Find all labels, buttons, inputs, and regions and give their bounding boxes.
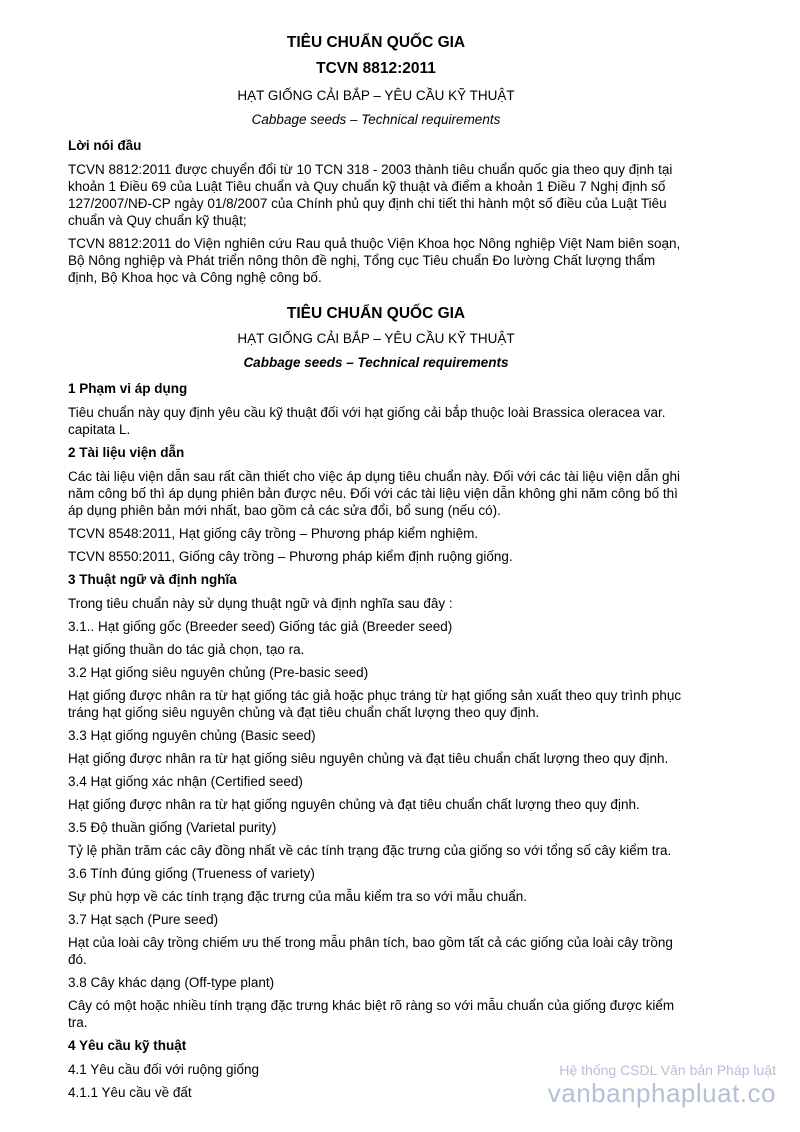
standard-code: TCVN 8812:2011 [316,60,436,77]
section-heading: 4 Yêu cầu kỹ thuật [68,1038,187,1053]
term-title: 3.1.. Hạt giống gốc (Breeder seed) Giống tác giả (Breeder seed) [68,619,453,634]
term-title: 3.5 Độ thuần giống (Varietal purity) [68,820,277,835]
term-definition: Hạt giống thuần do tác giả chọn, tạo ra. [68,642,305,657]
document-title: TIÊU CHUẨN QUỐC GIA [286,34,466,51]
section-heading: 2 Tài liệu viện dẫn [68,445,185,460]
main-subtitle-en: Cabbage seeds – Technical requirements [243,355,509,370]
term-definition: Cây có một hoặc nhiều tính trạng đặc trưng khác biệt rõ ràng so với mẫu chuẩn của giống được kiểm tra. [68,998,675,1030]
foreword-paragraph: TCVN 8812:2011 được chuyển đổi từ 10 TCN 318 - 2003 thành tiêu chuẩn quốc gia theo quy định tại khoản 1 Điều 69 của Luật Tiêu chuẩn và Quy chuẩn kỹ thuật và điểm a khoản 1 Điều 7 Nghị định số 127/2007/NĐ-CP ngày 01/8/2007 của Chính phủ quy định chi tiết thi hành một số điều của Luật Tiêu chuẩn và Quy chuẩn kỹ thuật; [68,162,673,228]
subsection-title: 4.1.1 Yêu cầu về đất [68,1085,192,1100]
section-heading: 1 Phạm vi áp dụng [68,381,188,396]
main-subtitle: HẠT GIỐNG CẢI BẮP – YÊU CẦU KỸ THUẬT [237,331,515,346]
watermark-domain: vanbanphapluat.co [547,1078,776,1108]
term-definition: Hạt giống được nhân ra từ hạt giống tác giả hoặc phục tráng từ hạt giống sản xuất theo quy trình phục tráng hạt giống siêu nguyên chủng và đạt tiêu chuẩn chất lượng theo quy định. [68,688,682,720]
term-definition: Hạt của loài cây trồng chiếm ưu thế trong mẫu phân tích, bao gồm tất cả các giống của loài cây trồng đó. [68,935,673,967]
section-heading: 3 Thuật ngữ và định nghĩa [68,572,237,587]
term-definition: Sự phù hợp về các tính trạng đặc trưng của mẫu kiểm tra so với mẫu chuẩn. [68,889,528,904]
term-title: 3.7 Hạt sạch (Pure seed) [68,912,219,927]
term-definition: Hạt giống được nhân ra từ hạt giống nguyên chủng và đạt tiêu chuẩn chất lượng theo quy định. [68,797,640,812]
paragraph: Các tài liệu viện dẫn sau rất cần thiết cho việc áp dụng tiêu chuẩn này. Đối với các tài liệu viện dẫn ghi năm công bố thì áp dụng phiên bản được nêu. Đối với các tài liệu viện dẫn không ghi năm công bố thì áp dụng phiên bản mới nhất, bao gồm cả các sửa đổi, bổ sung (nếu có). [68,469,680,518]
site-watermark [548,1062,776,1108]
term-title: 3.4 Hạt giống xác nhận (Certified seed) [68,774,303,789]
foreword-heading: Lời nói đầu [68,138,142,153]
paragraph: TCVN 8548:2011, Hạt giống cây trồng – Phương pháp kiểm nghiệm. [68,526,479,541]
term-title: 3.3 Hạt giống nguyên chủng (Basic seed) [68,728,316,743]
main-title: TIÊU CHUẨN QUỐC GIA [286,305,466,322]
term-definition: Tỷ lệ phần trăm các cây đồng nhất về các tính trạng đặc trưng của giống so với tổng số cây kiểm tra. [68,843,672,858]
document-subtitle: HẠT GIỐNG CẢI BẮP – YÊU CẦU KỸ THUẬT [237,88,515,103]
subsection-title: 4.1 Yêu cầu đối với ruộng giống [68,1062,259,1077]
term-definition: Hạt giống được nhân ra từ hạt giống siêu nguyên chủng và đạt tiêu chuẩn chất lượng theo quy định. [68,751,669,766]
paragraph: Trong tiêu chuẩn này sử dụng thuật ngữ và định nghĩa sau đây : [68,596,453,611]
document-subtitle-en: Cabbage seeds – Technical requirements [251,112,501,127]
watermark-caption: Hệ thống CSDL Văn bản Pháp luật [559,1062,776,1078]
term-title: 3.2 Hạt giống siêu nguyên chủng (Pre-basic seed) [68,665,369,680]
term-title: 3.6 Tính đúng giống (Trueness of variety) [68,866,315,881]
document-page [68,33,684,1107]
paragraph: Tiêu chuẩn này quy định yêu cầu kỹ thuật đối với hạt giống cải bắp thuộc loài Brassica oleracea var. capitata L. [68,405,666,437]
foreword-paragraph: TCVN 8812:2011 do Viện nghiên cứu Rau quả thuộc Viện Khoa học Nông nghiệp Việt Nam biên soạn, Bộ Nông nghiệp và Phát triển nông thôn đề nghị, Tổng cục Tiêu chuẩn Đo lường Chất lượng thẩm định, Bộ Khoa học và Công nghệ công bố. [68,236,681,285]
term-title: 3.8 Cây khác dạng (Off-type plant) [68,975,275,990]
paragraph: TCVN 8550:2011, Giống cây trồng – Phương pháp kiểm định ruộng giống. [68,549,513,564]
